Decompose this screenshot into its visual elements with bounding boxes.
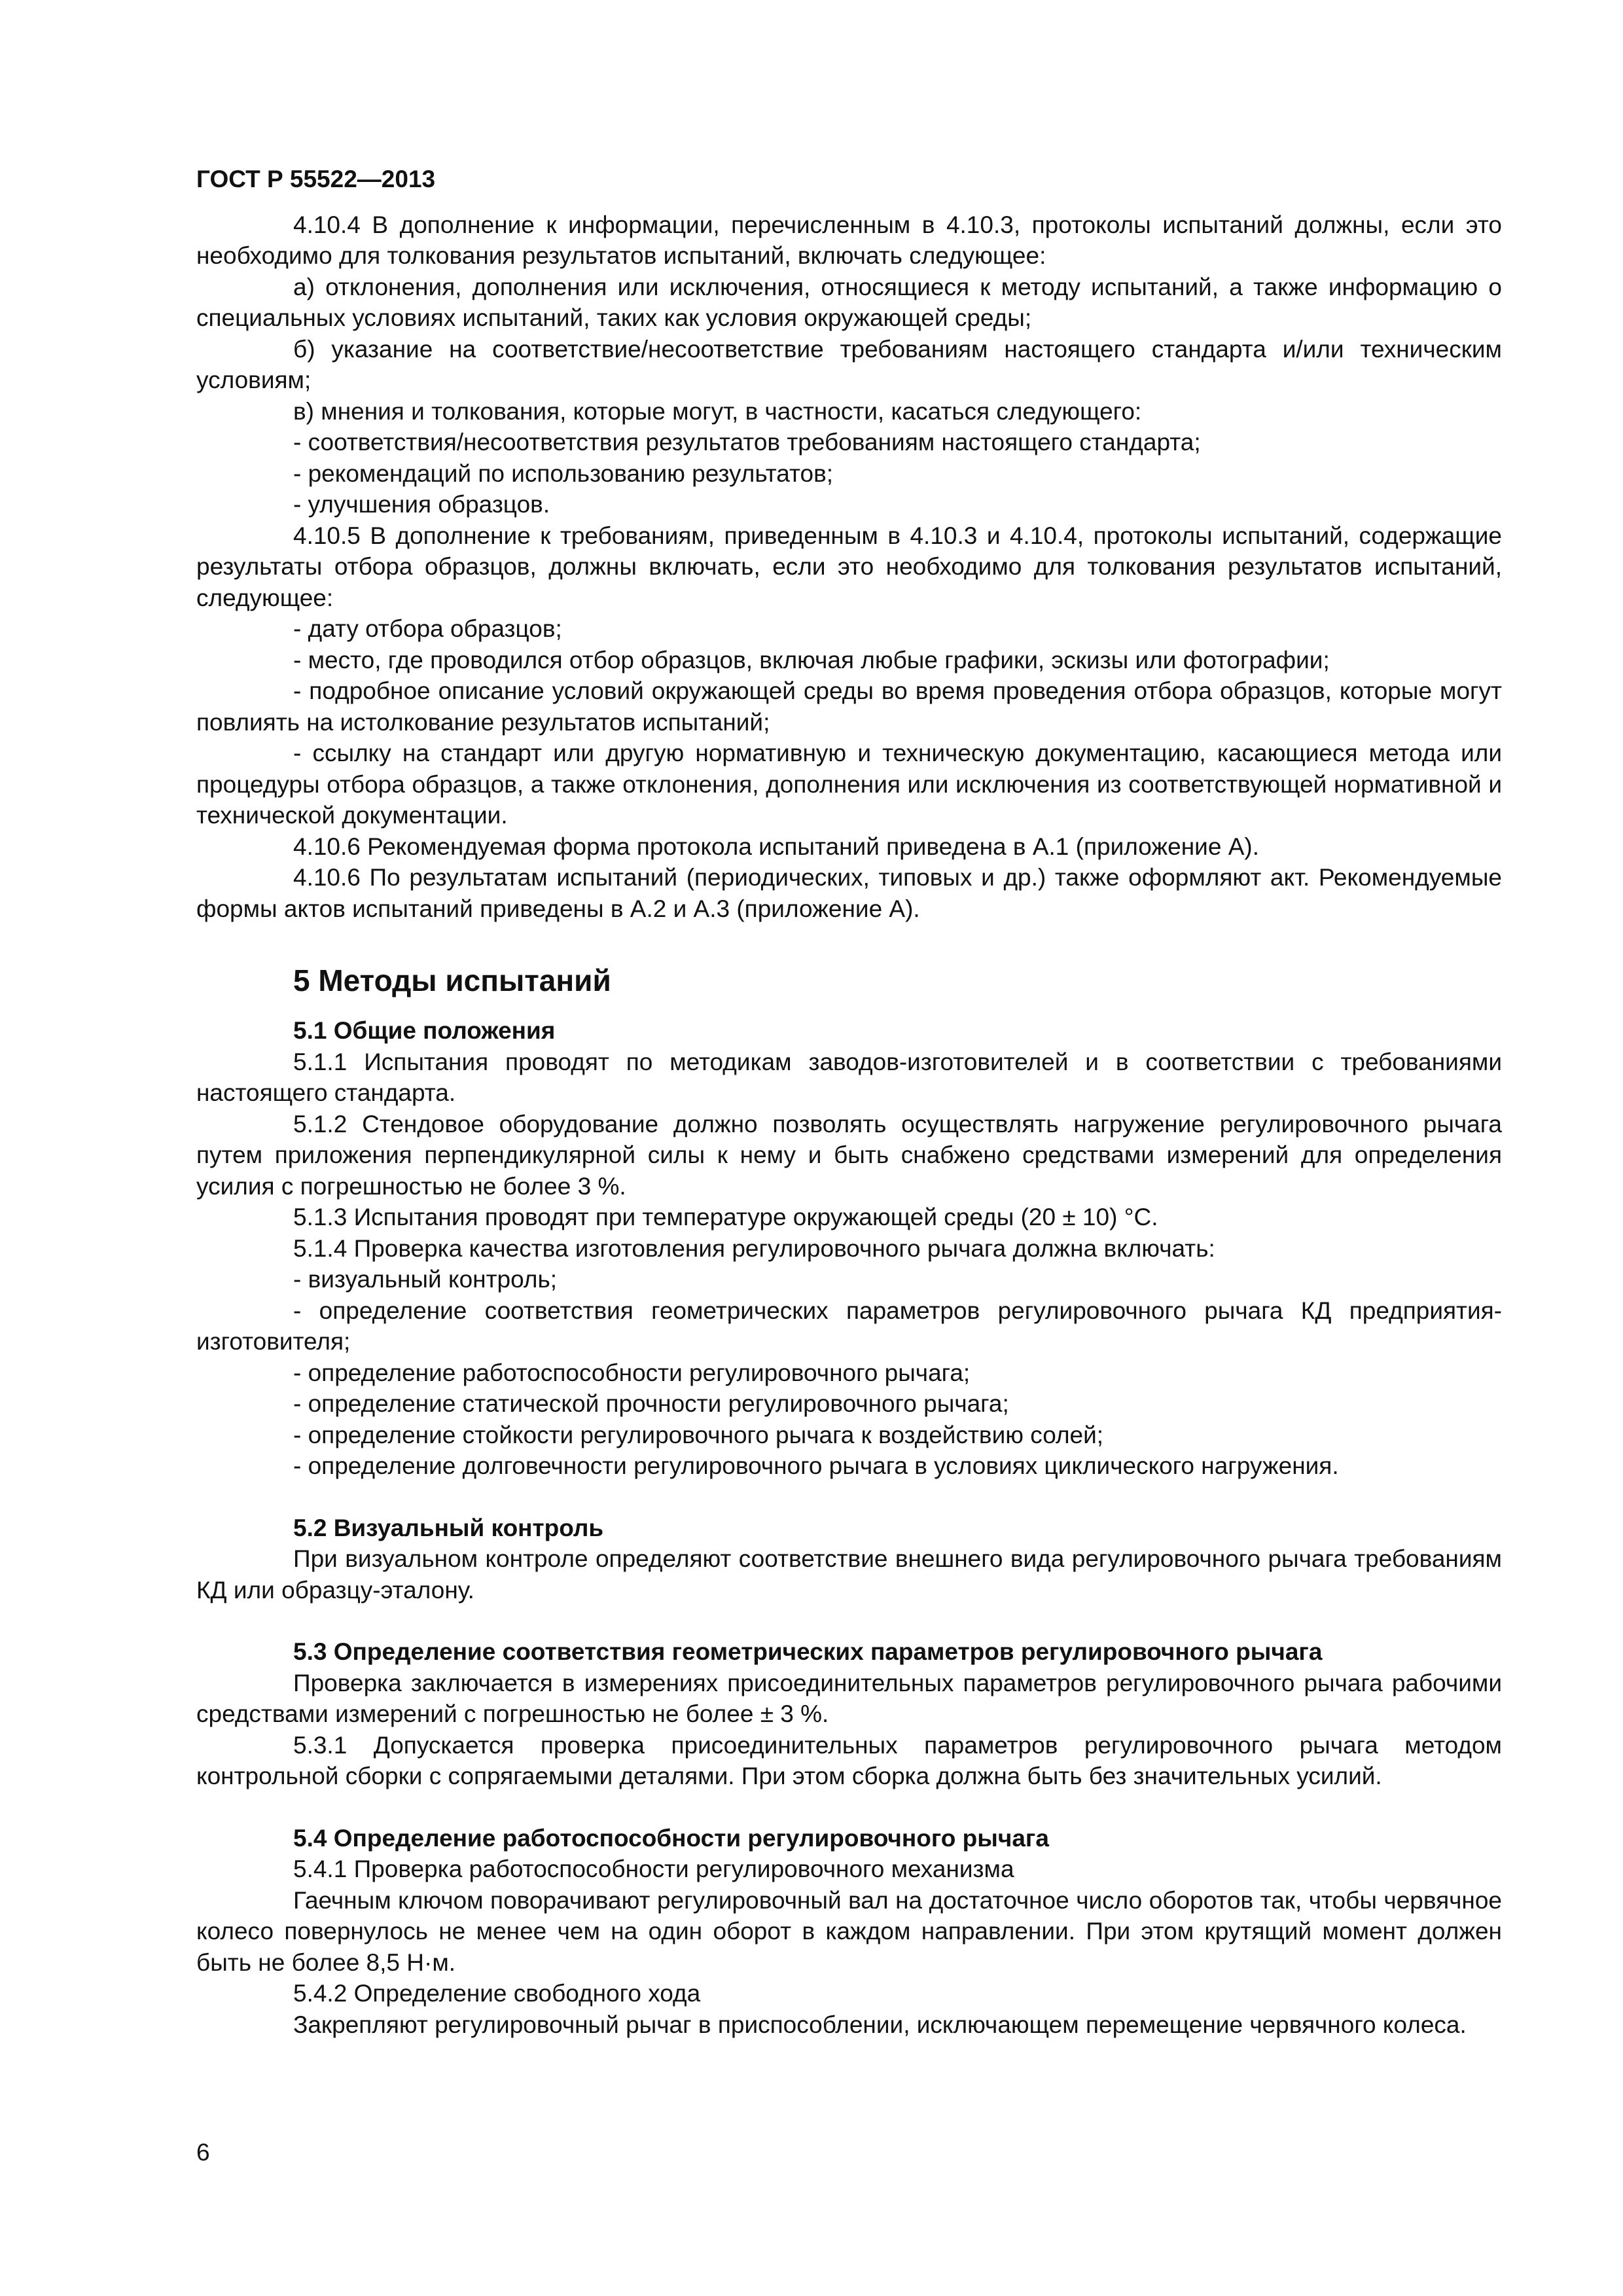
paragraph-5-4-2: 5.4.2 Определение свободного хода	[293, 1980, 701, 2007]
dash-item: - определение соответствия геометрических параметров регулировочного рычага КД предприятия-изготовителя;	[196, 1297, 1502, 1355]
section-5-title: 5 Методы испытаний	[293, 963, 611, 997]
dash-item: - дату отбора образцов;	[293, 615, 562, 642]
document-page	[196, 164, 1502, 2040]
subsection-5-1-title: 5.1 Общие положения	[293, 1017, 556, 1044]
list-item-b: б) указание на соответствие/несоответствие требованиям настоящего стандарта и/или техническим условиям;	[196, 335, 1502, 393]
paragraph-5-2: При визуальном контроле определяют соответствие внешнего вида регулировочного рычага требованиям КД или образцу-эталону.	[196, 1545, 1502, 1604]
list-item-a: а) отклонения, дополнения или исключения, относящиеся к методу испытаний, а также информацию о специальных условиях испытаний, таких как условия окружающей среды;	[196, 273, 1502, 331]
paragraph-5-1-2: 5.1.2 Стендовое оборудование должно позволять осуществлять нагружение регулировочного рычага путем приложения перпендикулярной силы к нему и быть снабжено средствами измерений для определения усилия с погрешностью не более 3 %.	[196, 1110, 1502, 1200]
subsection-5-3-title: 5.3 Определение соответствия геометрических параметров регулировочного рычага	[293, 1638, 1323, 1665]
page-number: 6	[196, 2139, 210, 2166]
dash-item: - ссылку на стандарт или другую нормативную и техническую документацию, касающиеся метода или процедуры отбора образцов, а также отклонения, дополнения или исключения из соответствующей нормативной и технической документации.	[196, 740, 1502, 829]
dash-item: - соответствия/несоответствия результатов требованиям настоящего стандарта;	[293, 429, 1201, 456]
paragraph-5-1-4: 5.1.4 Проверка качества изготовления регулировочного рычага должна включать:	[293, 1234, 1215, 1262]
paragraph-5-4-2-text: Закрепляют регулировочный рычаг в приспособлении, исключающем перемещение червячного колеса.	[293, 2011, 1467, 2038]
paragraph-5-1-1: 5.1.1 Испытания проводят по методикам заводов-изготовителей и в соответствии с требованиями настоящего стандарта.	[196, 1048, 1502, 1106]
subsection-5-2-title: 5.2 Визуальный контроль	[293, 1514, 604, 1541]
dash-item: - подробное описание условий окружающей среды во время проведения отбора образцов, которые могут повлиять на истолкование результатов испытаний;	[196, 677, 1502, 736]
list-item-v: в) мнения и толкования, которые могут, в частности, касаться следующего:	[293, 397, 1142, 425]
spacer	[196, 1482, 1502, 1513]
dash-item: - определение работоспособности регулировочного рычага;	[293, 1359, 971, 1386]
dash-item: - визуальный контроль;	[293, 1266, 558, 1293]
paragraph-5-3-1: 5.3.1 Допускается проверка присоединительных параметров регулировочного рычага методом контрольной сборки с сопрягаемыми деталями. При этом сборка должна быть без значительных усилий.	[196, 1731, 1502, 1789]
paragraph-4-10-6-acts: 4.10.6 По результатам испытаний (периодических, типовых и др.) также оформляют акт. Рекомендуемые формы актов испытаний приведены в А.2 и А.3 (приложение А).	[196, 864, 1502, 922]
document-code-header: ГОСТ Р 55522—2013	[196, 166, 436, 192]
subsection-5-4-title: 5.4 Определение работоспособности регулировочного рычага	[293, 1824, 1049, 1852]
paragraph-5-1-3: 5.1.3 Испытания проводят при температуре окружающей среды (20 ± 10) °С.	[293, 1204, 1158, 1230]
paragraph-4-10-4: 4.10.4 В дополнение к информации, перечисленным в 4.10.3, протоколы испытаний должны, если это необходимо для толкования результатов испытаний, включать следующее:	[196, 211, 1502, 269]
dash-item: - улучшения образцов.	[293, 491, 550, 518]
dash-item: - место, где проводился отбор образцов, включая любые графики, эскизы или фотографии;	[293, 646, 1330, 673]
paragraph-5-3: Проверка заключается в измерениях присоединительных параметров регулировочного рычага рабочими средствами измерений с погрешностью не более ± 3 %.	[196, 1669, 1502, 1727]
spacer	[196, 1792, 1502, 1823]
dash-item: - рекомендаций по использованию результатов;	[293, 459, 834, 487]
paragraph-4-10-6-form: 4.10.6 Рекомендуемая форма протокола испытаний приведена в А.1 (приложение А).	[293, 833, 1259, 860]
spacer	[196, 1605, 1502, 1636]
paragraph-5-4-1-text: Гаечным ключом поворачивают регулировочный вал на достаточное число оборотов так, чтобы червячное колесо повернулось не менее чем на один оборот в каждом направлении. При этом крутящий момент должен быть не более 8,5 Н·м.	[196, 1886, 1502, 1976]
paragraph-5-4-1: 5.4.1 Проверка работоспособности регулировочного механизма	[293, 1856, 1014, 1882]
dash-item: - определение долговечности регулировочного рычага в условиях циклического нагружения.	[293, 1452, 1339, 1479]
dash-item: - определение стойкости регулировочного рычага к воздействию солей;	[293, 1421, 1104, 1448]
dash-item: - определение статической прочности регулировочного рычага;	[293, 1390, 1009, 1417]
paragraph-4-10-5: 4.10.5 В дополнение к требованиям, приведенным в 4.10.3 и 4.10.4, протоколы испытаний, содержащие результаты отбора образцов, должны включать, если это необходимо для толкования результатов испытаний, следующее:	[196, 522, 1502, 611]
